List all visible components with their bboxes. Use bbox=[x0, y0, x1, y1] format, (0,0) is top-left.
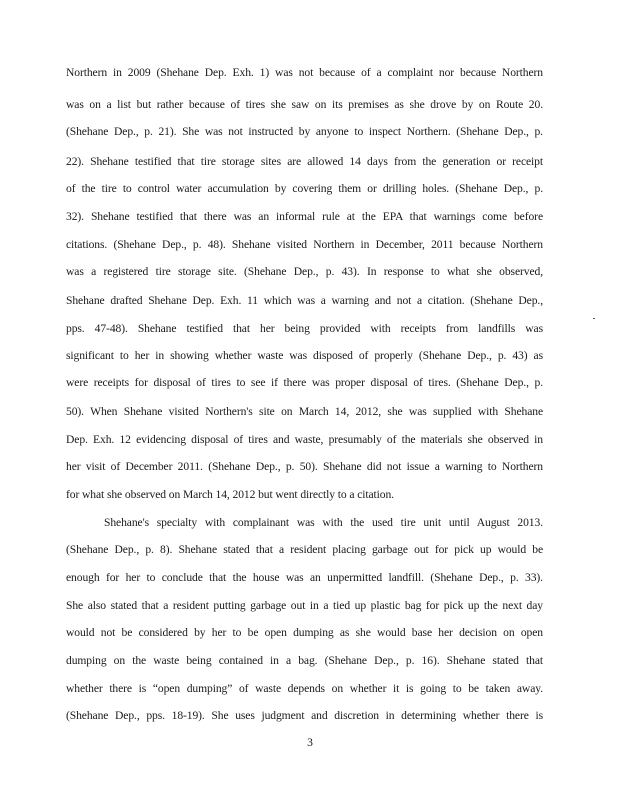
paragraph-1-line: were receipts for disposal of tires to see if there was proper disposal of tires. (Shehane Dep., p. bbox=[66, 376, 543, 389]
paragraph-2-line: Shehane's specialty with complainant was with the used tire unit until August 2013. bbox=[104, 516, 543, 529]
paragraph-2-line: would not be considered by her to be open dumping as she would base her decision on open bbox=[66, 626, 543, 639]
paragraph-1-line: for what she observed on March 14, 2012 but went directly to a citation. bbox=[66, 488, 394, 501]
page-number: 3 bbox=[307, 736, 313, 749]
paragraph-1-line: Northern in 2009 (Shehane Dep. Exh. 1) was not because of a complaint nor because Northern bbox=[66, 66, 543, 79]
paragraph-1-line: citations. (Shehane Dep., p. 48). Shehane visited Northern in December, 2011 because Northern bbox=[66, 238, 543, 251]
paragraph-1-line: (Shehane Dep., p. 21). She was not instructed by anyone to inspect Northern. (Shehane Dep., p. bbox=[66, 125, 543, 138]
paragraph-2-line: enough for her to conclude that the house was an unpermitted landfill. (Shehane Dep., p. 33). bbox=[66, 571, 543, 584]
paragraph-1-line: was a registered tire storage site. (Shehane Dep., p. 43). In response to what she observed, bbox=[66, 265, 543, 278]
scan-speck bbox=[593, 318, 595, 319]
paragraph-2-line: dumping on the waste being contained in a bag. (Shehane Dep., p. 16). Shehane stated that bbox=[66, 654, 543, 667]
paragraph-1-line: pps. 47-48). Shehane testified that her being provided with receipts from landfills was bbox=[66, 322, 543, 335]
paragraph-1-line: 32). Shehane testified that there was an informal rule at the EPA that warnings come before bbox=[66, 210, 543, 223]
paragraph-1-line: Shehane drafted Shehane Dep. Exh. 11 which was a warning and not a citation. (Shehane Dep., bbox=[66, 294, 543, 307]
paragraph-1-line: 22). Shehane testified that tire storage sites are allowed 14 days from the generation or receipt bbox=[66, 155, 543, 168]
paragraph-1-line: of the tire to control water accumulation by covering them or drilling holes. (Shehane Dep., p. bbox=[66, 182, 543, 195]
paragraph-1-line: was on a list but rather because of tires she saw on its premises as she drove by on Route 20. bbox=[66, 98, 543, 111]
paragraph-2-line: (Shehane Dep., p. 8). Shehane stated that a resident placing garbage out for pick up would be bbox=[66, 543, 543, 556]
paragraph-2-line: She also stated that a resident putting garbage out in a tied up plastic bag for pick up the next day bbox=[66, 599, 543, 612]
paragraph-2-line: (Shehane Dep., pps. 18-19). She uses judgment and discretion in determining whether there is bbox=[66, 709, 543, 722]
paragraph-1-line: significant to her in showing whether waste was disposed of properly (Shehane Dep., p. 43) as bbox=[66, 349, 543, 362]
paragraph-1-line: her visit of December 2011. (Shehane Dep., p. 50). Shehane did not issue a warning to Northern bbox=[66, 460, 543, 473]
paragraph-2-line: whether there is “open dumping” of waste depends on whether it is going to be taken away. bbox=[66, 682, 543, 695]
paragraph-1-line: Dep. Exh. 12 evidencing disposal of tires and waste, presumably of the materials she observed in bbox=[66, 433, 543, 446]
paragraph-1-line: 50). When Shehane visited Northern's site on March 14, 2012, she was supplied with Shehane bbox=[66, 405, 543, 418]
